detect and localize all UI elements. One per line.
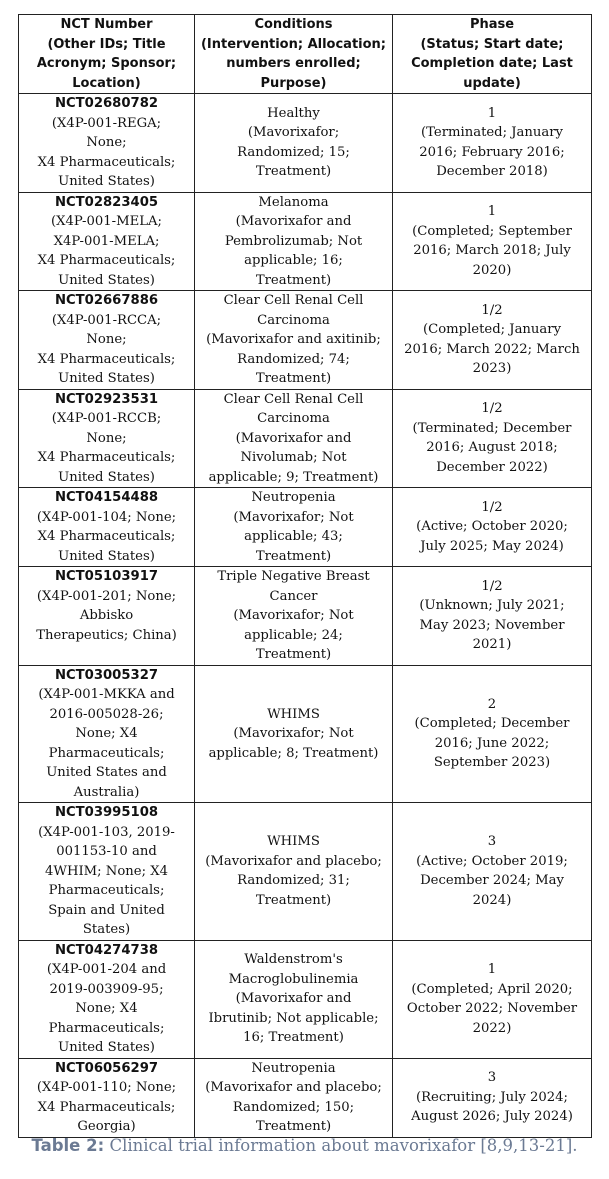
- phase-line: 1: [487, 105, 497, 121]
- condition-line: Triple Negative Breast: [217, 569, 370, 584]
- phase-line: May 2023; November: [419, 617, 565, 633]
- nct-detail-line: (X4P-001-104; None;: [36, 509, 177, 525]
- condition-line: Melanoma: [258, 194, 329, 210]
- nct-detail-line: X4 Pharmaceuticals;: [37, 154, 176, 170]
- nct-detail-line: X4 Pharmaceuticals;: [37, 1099, 176, 1115]
- nct-detail-line: Pharmaceuticals;: [48, 883, 165, 898]
- phase-line: 2020): [472, 262, 512, 278]
- nct-number: NCT02923531: [54, 391, 159, 407]
- phase-line: 2: [487, 696, 497, 712]
- condition-line: (Mavorixafor and axitinib;: [206, 332, 381, 347]
- phase-line: 1/2: [481, 401, 503, 417]
- nct-detail-line: 4WHIM; None; X4: [45, 863, 168, 879]
- condition-line: (Mavorixafor and: [235, 430, 352, 446]
- header-conditions: [195, 15, 393, 94]
- cell-phase: [393, 488, 592, 567]
- table-row: [19, 665, 592, 803]
- condition-line: Treatment): [255, 548, 332, 564]
- nct-detail-line: (X4P-001-103, 2019-: [38, 824, 175, 840]
- nct-number: NCT02680782: [54, 96, 159, 111]
- cell-conditions: [195, 803, 393, 941]
- nct-detail-line: United States): [58, 1040, 155, 1055]
- cell-phase: [393, 1058, 592, 1137]
- phase-line: (Completed; April 2020;: [411, 981, 573, 997]
- cell-nct-info: [19, 665, 195, 803]
- phase-line: 1: [487, 962, 497, 977]
- phase-line: December 2024; May: [420, 873, 564, 889]
- phase-line: December 2022): [436, 459, 548, 475]
- nct-number: NCT05103917: [54, 569, 159, 584]
- clinical-trial-table: [18, 14, 592, 1138]
- condition-line: Neutropenia: [251, 1060, 336, 1076]
- nct-detail-line: (X4P-001-RCCA;: [51, 312, 162, 328]
- cell-nct-info: [19, 94, 195, 193]
- header-nct-number: [19, 15, 195, 94]
- phase-line: 2024): [472, 892, 512, 908]
- nct-number: NCT04274738: [54, 942, 159, 958]
- nct-detail-line: None; X4: [75, 1001, 138, 1016]
- cell-nct-info: [19, 940, 195, 1058]
- phase-line: September 2023): [433, 755, 551, 771]
- phase-line: 2022): [472, 1020, 512, 1036]
- cell-phase: [393, 803, 592, 941]
- condition-line: (Mavorixafor and placebo;: [205, 1080, 382, 1095]
- condition-line: Healthy: [267, 105, 320, 121]
- phase-line: 3: [487, 834, 497, 850]
- nct-detail-line: (X4P-001-MKKA and: [38, 687, 175, 702]
- condition-line: Treatment): [255, 272, 332, 288]
- caption-text: Clinical trial information about mavorixafor [8,9,13-21].: [104, 1136, 578, 1155]
- condition-line: (Mavorixafor; Not: [233, 726, 354, 741]
- phase-line: 2016; June 2022;: [434, 735, 550, 751]
- nct-detail-line: X4P-001-MELA;: [53, 233, 160, 249]
- table-row: [19, 940, 592, 1058]
- nct-detail-line: (X4P-001-MELA;: [50, 214, 162, 229]
- cell-nct-info: [19, 488, 195, 567]
- cell-nct-info: [19, 291, 195, 390]
- cell-nct-info: [19, 192, 195, 291]
- nct-number: NCT02823405: [54, 194, 159, 210]
- phase-line: 1/2: [481, 578, 503, 594]
- cell-conditions: [195, 940, 393, 1058]
- phase-line: 2023): [472, 361, 512, 377]
- nct-detail-line: United States): [58, 548, 155, 564]
- table-header-row: [19, 15, 592, 94]
- nct-number: NCT03995108: [54, 805, 159, 820]
- phase-line: 2016; August 2018;: [426, 440, 558, 456]
- condition-line: Clear Cell Renal Cell: [223, 293, 364, 308]
- header-line: Completion date; Last: [411, 56, 573, 71]
- phase-line: July 2025; May 2024): [420, 538, 564, 554]
- nct-detail-line: (X4P-001-110; None;: [36, 1080, 177, 1095]
- phase-line: (Completed; September: [412, 223, 572, 239]
- nct-detail-line: (X4P-001-201; None;: [36, 588, 177, 604]
- condition-line: Treatment): [255, 892, 332, 908]
- header-line: (Status; Start date;: [420, 36, 564, 52]
- condition-line: WHIMS: [267, 834, 320, 850]
- table-caption: [0, 1136, 609, 1155]
- nct-detail-line: (X4P-001-204 and: [46, 962, 167, 977]
- cell-phase: [393, 567, 592, 666]
- cell-nct-info: [19, 803, 195, 941]
- nct-number: NCT03005327: [54, 667, 159, 683]
- table-row: [19, 192, 592, 291]
- condition-line: (Mavorixafor and: [235, 214, 352, 229]
- header-phase: [393, 15, 592, 94]
- nct-detail-line: X4 Pharmaceuticals;: [37, 529, 176, 544]
- phase-line: 3: [487, 1070, 497, 1086]
- phase-line: (Completed; January: [422, 322, 562, 338]
- condition-line: (Mavorixafor and: [235, 991, 352, 1007]
- condition-line: Treatment): [255, 1119, 332, 1134]
- condition-line: Macroglobulinemia: [228, 971, 359, 987]
- condition-line: (Mavorixafor;: [247, 125, 340, 141]
- cell-nct-info: [19, 389, 195, 488]
- cell-conditions: [195, 192, 393, 291]
- phase-line: 1: [487, 204, 497, 220]
- cell-nct-info: [19, 1058, 195, 1137]
- table-row: [19, 1058, 592, 1137]
- condition-line: Randomized; 31;: [237, 873, 350, 889]
- nct-detail-line: 2019-003909-95;: [49, 981, 164, 997]
- condition-line: Nivolumab; Not: [240, 450, 347, 465]
- cell-phase: [393, 940, 592, 1058]
- condition-line: Treatment): [255, 371, 332, 386]
- condition-line: Randomized; 150;: [232, 1099, 355, 1115]
- table-body: [19, 94, 592, 1138]
- cell-phase: [393, 192, 592, 291]
- nct-detail-line: Abbisko: [79, 608, 134, 623]
- condition-line: applicable; 16;: [244, 253, 343, 268]
- cell-nct-info: [19, 567, 195, 666]
- phase-line: 2016; February 2016;: [419, 144, 565, 160]
- condition-line: Carcinoma: [257, 312, 330, 328]
- nct-detail-line: X4 Pharmaceuticals;: [37, 450, 176, 465]
- nct-detail-line: United States and: [46, 765, 167, 780]
- nct-detail-line: None;: [86, 430, 127, 446]
- condition-line: Waldenstrom's: [244, 952, 343, 968]
- condition-line: applicable; 8; Treatment): [208, 745, 379, 761]
- table-row: [19, 94, 592, 193]
- nct-detail-line: X4 Pharmaceuticals;: [37, 351, 176, 367]
- cell-conditions: [195, 389, 393, 488]
- header-line: NCT Number: [60, 17, 153, 32]
- phase-line: (Recruiting; July 2024;: [415, 1089, 568, 1105]
- nct-number: NCT06056297: [54, 1060, 159, 1076]
- phase-line: (Active; October 2019;: [416, 853, 568, 869]
- table-row: [19, 488, 592, 567]
- nct-detail-line: Spain and United: [48, 902, 165, 918]
- condition-line: Ibrutinib; Not applicable;: [208, 1010, 379, 1026]
- nct-detail-line: 2016-005028-26;: [49, 706, 164, 722]
- trial-table-container: [18, 14, 591, 1138]
- table-row: [19, 803, 592, 941]
- condition-line: Carcinoma: [257, 411, 330, 426]
- condition-line: Pembrolizumab; Not: [224, 233, 363, 249]
- phase-line: December 2018): [436, 164, 548, 180]
- nct-detail-line: United States): [58, 469, 155, 485]
- condition-line: Treatment): [255, 164, 332, 180]
- phase-line: August 2026; July 2024): [411, 1109, 573, 1125]
- header-line: numbers enrolled;: [226, 56, 361, 71]
- nct-detail-line: United States): [58, 174, 155, 189]
- cell-conditions: [195, 567, 393, 666]
- nct-detail-line: Georgia): [77, 1119, 136, 1134]
- nct-detail-line: States): [82, 922, 131, 937]
- nct-detail-line: X4 Pharmaceuticals;: [37, 253, 176, 268]
- nct-detail-line: Therapeutics; China): [36, 627, 177, 643]
- nct-detail-line: (X4P-001-RCCB;: [51, 411, 162, 426]
- condition-line: Clear Cell Renal Cell: [223, 391, 364, 407]
- condition-line: (Mavorixafor; Not: [233, 509, 354, 525]
- phase-line: (Terminated; January: [420, 125, 564, 141]
- header-line: Location): [72, 75, 141, 91]
- nct-detail-line: United States): [58, 272, 155, 288]
- cell-phase: [393, 389, 592, 488]
- cell-phase: [393, 665, 592, 803]
- condition-line: (Mavorixafor and placebo;: [205, 853, 382, 869]
- table-row: [19, 291, 592, 390]
- nct-number: NCT04154488: [54, 490, 159, 505]
- condition-line: Neutropenia: [251, 490, 336, 505]
- phase-line: October 2022; November: [406, 1001, 578, 1016]
- header-line: Acronym; Sponsor;: [36, 56, 177, 71]
- nct-detail-line: None; X4: [75, 726, 138, 741]
- condition-line: applicable; 24;: [244, 627, 343, 643]
- condition-line: Randomized; 15;: [237, 144, 350, 160]
- nct-detail-line: Pharmaceuticals;: [48, 1020, 165, 1036]
- condition-line: 16; Treatment): [243, 1030, 344, 1046]
- cell-phase: [393, 94, 592, 193]
- condition-line: applicable; 9; Treatment): [208, 469, 379, 485]
- header-line: Purpose): [260, 75, 327, 91]
- table-row: [19, 567, 592, 666]
- header-line: update): [463, 75, 521, 91]
- cell-conditions: [195, 94, 393, 193]
- header-line: Phase: [469, 17, 515, 32]
- condition-line: applicable; 43;: [244, 529, 343, 544]
- cell-conditions: [195, 665, 393, 803]
- header-line: Conditions: [254, 17, 333, 32]
- header-line: (Intervention; Allocation;: [200, 36, 387, 52]
- cell-conditions: [195, 291, 393, 390]
- nct-detail-line: (X4P-001-REGA;: [51, 115, 162, 131]
- cell-phase: [393, 291, 592, 390]
- condition-line: Randomized; 74;: [237, 351, 350, 367]
- caption-label: Table 2:: [31, 1136, 105, 1155]
- condition-line: WHIMS: [267, 706, 320, 722]
- phase-line: 2021): [472, 637, 512, 653]
- table-row: [19, 389, 592, 488]
- phase-line: (Unknown; July 2021;: [419, 598, 565, 614]
- condition-line: (Mavorixafor; Not: [233, 608, 354, 623]
- condition-line: Treatment): [255, 647, 332, 662]
- nct-detail-line: Pharmaceuticals;: [48, 745, 165, 761]
- phase-line: (Active; October 2020;: [416, 519, 568, 535]
- phase-line: (Completed; December: [414, 716, 570, 732]
- nct-detail-line: 001153-10 and: [56, 844, 157, 859]
- nct-detail-line: None;: [86, 332, 127, 347]
- phase-line: (Terminated; December: [412, 420, 572, 436]
- condition-line: Cancer: [269, 588, 318, 604]
- phase-line: 1/2: [481, 302, 503, 318]
- nct-number: NCT02667886: [54, 293, 159, 308]
- phase-line: 2016; March 2022; March: [404, 341, 580, 357]
- header-line: (Other IDs; Title: [47, 36, 166, 52]
- cell-conditions: [195, 488, 393, 567]
- nct-detail-line: None;: [86, 135, 127, 150]
- phase-line: 1/2: [481, 499, 503, 515]
- nct-detail-line: United States): [58, 371, 155, 386]
- cell-conditions: [195, 1058, 393, 1137]
- phase-line: 2016; March 2018; July: [413, 243, 571, 259]
- nct-detail-line: Australia): [73, 784, 140, 800]
